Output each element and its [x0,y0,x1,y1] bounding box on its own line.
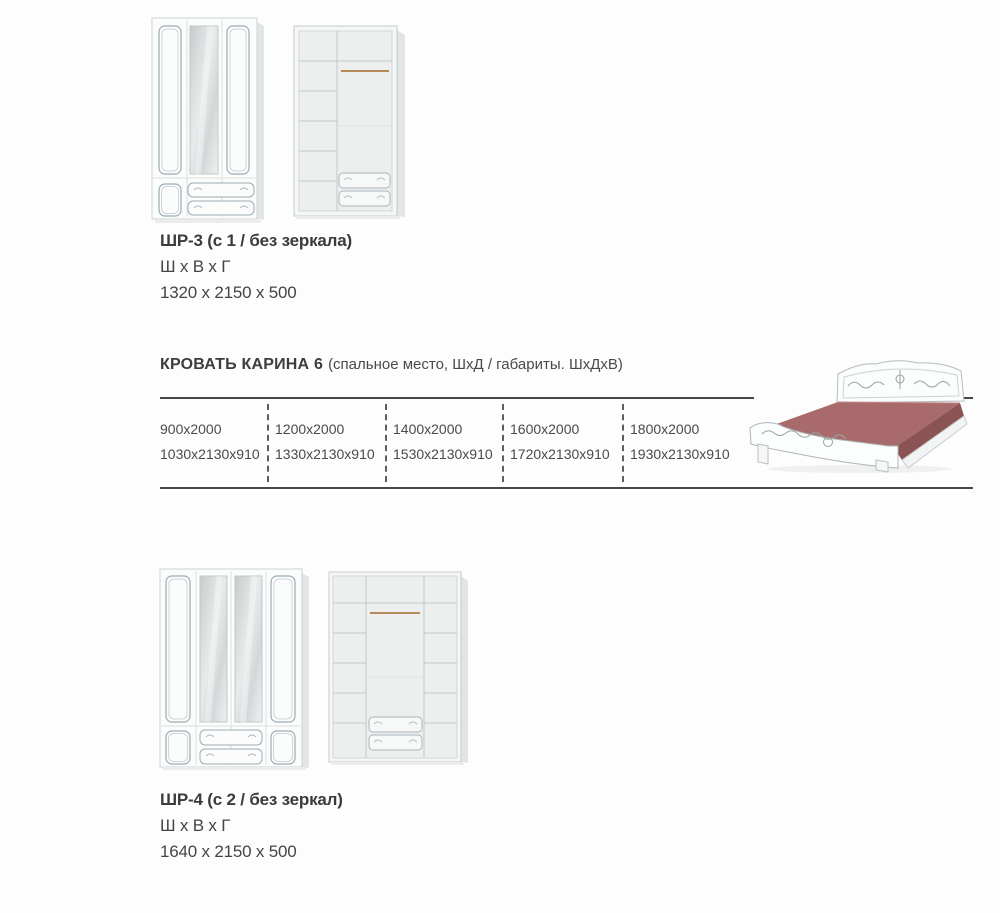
sleeping-size: 900х2000 [160,421,222,437]
wardrobe-side-panel [257,22,264,220]
drawer [200,730,262,745]
bed-size-option [502,404,622,482]
bed-image [748,356,973,474]
bed-size-option [267,404,385,482]
drawer [339,173,390,188]
floor-shadow [163,767,306,770]
shr3-open-wardrobe-image [293,21,412,219]
floor-shadow [331,762,464,765]
dims-value: 1320 х 2150 х 500 [160,283,297,302]
mirror-door [200,576,227,722]
bed-subtitle: (спальное место, ШхД / габариты. ШхДхВ) [328,356,623,373]
overall-size: 1030х2130х910 [160,446,260,462]
floor-shadow [296,216,400,219]
overall-size: 1930х2130х910 [630,446,730,462]
wardrobe-3-door-open-illustration [293,21,412,219]
product-name: ШР-4 (с 2 / без зеркал) [160,790,343,809]
dims-label: Ш х В х Г [160,257,231,276]
product-name: ШР-3 (с 1 / без зеркала) [160,231,352,250]
bed-size-option [160,404,267,482]
bed-size-option [622,404,745,482]
shr3-label-block [160,228,352,306]
drawer [188,183,254,197]
wardrobe-4-door-closed-illustration [159,565,310,772]
shr3-closed-wardrobe-image [151,14,265,225]
shr4-closed-wardrobe-image [159,565,310,772]
bed-size-option [385,404,502,482]
bed-karina-illustration [748,356,973,474]
wardrobe-side-panel [397,30,405,217]
sleeping-size: 1400х2000 [393,421,463,437]
wardrobe-4-door-open-illustration [328,567,475,768]
sleeping-size: 1800х2000 [630,421,700,437]
wardrobe-side-panel [461,576,468,763]
bed-headboard [837,361,964,403]
drawer [369,717,422,732]
shr4-label-block [160,787,343,865]
overall-size: 1330х2130х910 [275,446,375,462]
drawer [188,201,254,215]
drawer [369,735,422,750]
mirror-door [235,576,262,722]
mirror-door [190,26,218,174]
overall-size: 1530х2130х910 [393,446,493,462]
drawer [200,749,262,764]
floor-shadow [155,220,261,223]
dims-label: Ш х В х Г [160,816,231,835]
wardrobe-side-panel [302,573,309,768]
sleeping-size: 1600х2000 [510,421,580,437]
bed-name: КРОВАТЬ КАРИНА 6 [160,356,324,373]
dims-value: 1640 х 2150 х 500 [160,842,297,861]
sleeping-size: 1200х2000 [275,421,345,437]
shr4-open-wardrobe-image [328,567,475,768]
bed-title [160,356,623,374]
overall-size: 1720х2130х910 [510,446,610,462]
bed-size-table [160,404,745,482]
table-bottom-rule [160,487,973,489]
wardrobe-3-door-closed-illustration [151,14,265,225]
drawer [339,191,390,206]
